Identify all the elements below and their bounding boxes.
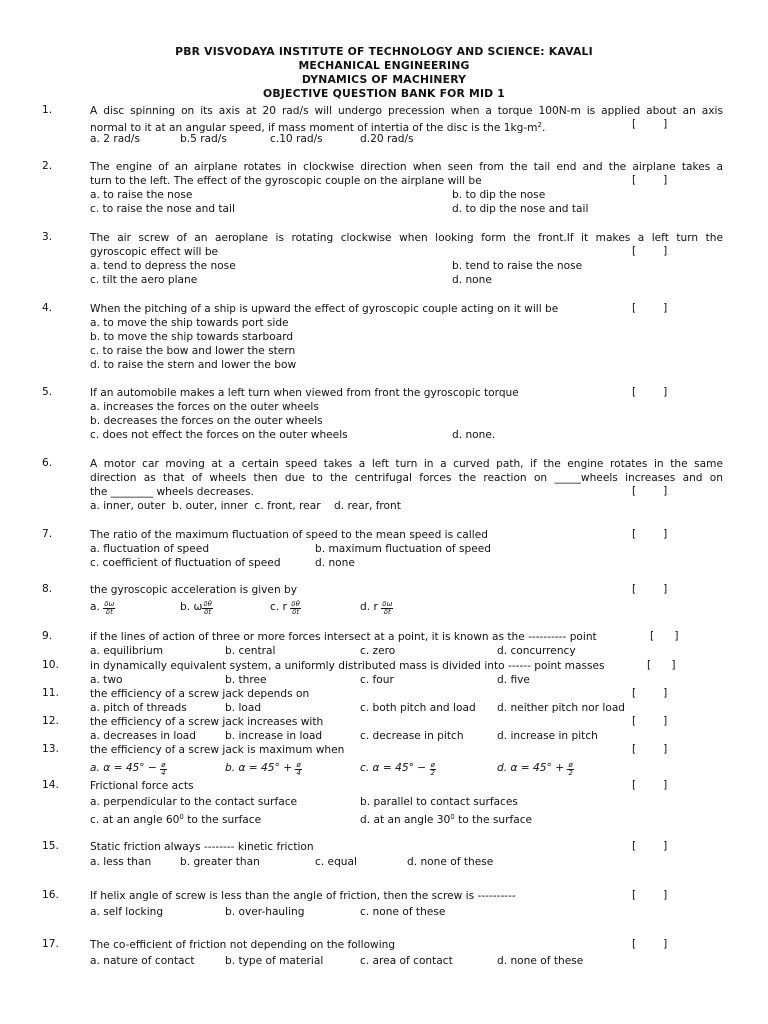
option-a: a. less than — [90, 856, 152, 868]
answer-bracket[interactable]: [ ] — [632, 528, 668, 540]
answer-bracket[interactable]: [ ] — [632, 687, 668, 699]
question-number: 3. — [42, 231, 53, 243]
option-a: a. equilibrium — [90, 645, 164, 657]
question-number: 2. — [42, 160, 53, 172]
option-d: d.20 rad/s — [360, 133, 414, 145]
question-text: If helix angle of screw is less than the angle of friction, then the screw is ---------- — [90, 890, 516, 902]
option-c: c. tilt the aero plane — [90, 274, 198, 286]
option-d: d. α = 45° + $\frac{ø}{2}$ — [497, 761, 573, 777]
answer-bracket[interactable]: [ ] — [632, 302, 668, 314]
answer-bracket[interactable]: [ ] — [647, 659, 676, 671]
question-text: A motor car moving at a certain speed takes a left turn in a curved path, if the engine rotates in the same — [90, 458, 723, 470]
question-text: A disc spinning on its axis at 20 rad/s will undergo precession when a torque 100N-m is applied about an axis — [90, 105, 723, 117]
option-d: d. r $\frac{\delta\omega}{\delta t}$ — [360, 600, 393, 616]
answer-bracket[interactable]: [ ] — [632, 485, 668, 497]
answer-bracket[interactable]: [ ] — [632, 386, 668, 398]
option-a: a. decreases in load — [90, 730, 197, 742]
option-c: c. equal — [315, 856, 357, 868]
question-text: The ratio of the maximum fluctuation of speed to the mean speed is called — [90, 529, 488, 541]
question-number: 7. — [42, 528, 53, 540]
question-text: the gyroscopic acceleration is given by — [90, 584, 298, 596]
question-number: 5. — [42, 386, 53, 398]
answer-bracket[interactable]: [ ] — [632, 245, 668, 257]
option-b: b. increase in load — [225, 730, 323, 742]
option-d: d. none — [452, 274, 492, 286]
option-c: c. to raise the bow and lower the stern — [90, 345, 296, 357]
option-b: b. to move the ship towards starboard — [90, 331, 294, 343]
option-d: d. none. — [452, 429, 496, 441]
answer-bracket[interactable]: [ ] — [632, 840, 668, 852]
question-number: 16. — [42, 889, 59, 901]
option-c: c. area of contact — [360, 955, 453, 967]
option-a: a. perpendicular to the contact surface — [90, 796, 298, 808]
question-number: 11. — [42, 687, 59, 699]
question-number: 13. — [42, 743, 59, 755]
options-line: a. inner, outer b. outer, inner c. front, rear d. rear, front — [90, 500, 401, 512]
question-number: 17. — [42, 938, 59, 950]
option-a: a. pitch of threads — [90, 702, 187, 714]
department-name: MECHANICAL ENGINEERING — [298, 59, 470, 72]
option-b: b. greater than — [180, 856, 260, 868]
option-d: d. to raise the stern and lower the bow — [90, 359, 297, 371]
question-text: in dynamically equivalent system, a uniformly distributed mass is divided into ------ point masses — [90, 660, 605, 672]
answer-bracket[interactable]: [ ] — [632, 779, 668, 791]
answer-bracket[interactable]: [ ] — [632, 938, 668, 950]
option-b: b. tend to raise the nose — [452, 260, 583, 272]
option-b: b. over-hauling — [225, 906, 305, 918]
option-c: c.10 rad/s — [270, 133, 323, 145]
option-b: b. decreases the forces on the outer wheels — [90, 415, 323, 427]
question-text-line2: gyroscopic effect will be — [90, 246, 219, 258]
question-text: if the lines of action of three or more forces intersect at a point, it is known as the ---------- point — [90, 631, 597, 643]
option-d: d. none — [315, 557, 355, 569]
answer-bracket[interactable]: [ ] — [632, 583, 668, 595]
question-number: 10. — [42, 659, 59, 671]
question-text: the efficiency of a screw jack depends on — [90, 688, 310, 700]
question-number: 1. — [42, 104, 53, 116]
question-text: The engine of an airplane rotates in clockwise direction when seen from the tail end and the airplane takes a — [90, 161, 723, 173]
option-d: d. five — [497, 674, 530, 686]
option-a: a. increases the forces on the outer wheels — [90, 401, 319, 413]
question-number: 8. — [42, 583, 53, 595]
question-text-line2: normal to it at an angular speed, if mass moment of intertia of the disc is the $1kg-m^2$. — [90, 121, 546, 134]
option-c: c. coefficient of fluctuation of speed — [90, 557, 281, 569]
answer-bracket[interactable]: [ ] — [632, 743, 668, 755]
option-c: c. does not effect the forces on the outer wheels — [90, 429, 348, 441]
option-d: d. none of these — [497, 955, 584, 967]
option-a: a. fluctuation of speed — [90, 543, 210, 555]
option-c: c. r $\frac{\delta\theta}{\delta t}$ — [270, 600, 300, 616]
subject-name: DYNAMICS OF MACHINERY — [301, 73, 467, 86]
option-b: b. parallel to contact surfaces — [360, 796, 518, 808]
question-text: The air screw of an aeroplane is rotating clockwise when looking form the front.If it makes a left turn the — [90, 232, 723, 244]
option-b: b. α = 45° + $\frac{ø}{4}$ — [225, 761, 301, 777]
question-text-line2: turn to the left. The effect of the gyroscopic couple on the airplane will be — [90, 175, 482, 187]
question-text: The co-efficient of friction not depending on the following — [90, 939, 396, 951]
option-c: c. both pitch and load — [360, 702, 476, 714]
answer-bracket[interactable]: [ ] — [632, 174, 668, 186]
option-b: b. load — [225, 702, 262, 714]
option-c: c. α = 45° − $\frac{ø}{2}$ — [360, 761, 435, 777]
option-a: a. to raise the nose — [90, 189, 193, 201]
option-d: d. increase in pitch — [497, 730, 598, 742]
question-text: the efficiency of a screw jack increases with — [90, 716, 324, 728]
institute-name: PBR VISVODAYA INSTITUTE OF TECHNOLOGY AND SCIENCE: KAVALI — [175, 45, 593, 58]
option-a: a. nature of contact — [90, 955, 195, 967]
option-a: a. 2 rad/s — [90, 133, 140, 145]
answer-bracket[interactable]: [ ] — [632, 889, 668, 901]
question-number: 6. — [42, 457, 53, 469]
option-c: c. decrease in pitch — [360, 730, 464, 742]
option-c: c. to raise the nose and tail — [90, 203, 235, 215]
option-b: b. ω $\frac{\delta\theta}{\delta t}$ — [180, 600, 212, 616]
question-text: Frictional force acts — [90, 780, 194, 792]
question-text-line2: direction as that of wheels then due to the centrifugal forces the reaction on _____wheels increases and on — [90, 472, 723, 484]
option-d: d. concurrency — [497, 645, 576, 657]
question-text: When the pitching of a ship is upward the effect of gyroscopic couple acting on it will be — [90, 303, 559, 315]
question-number: 12. — [42, 715, 59, 727]
option-c: c. none of these — [360, 906, 446, 918]
answer-bracket[interactable]: [ ] — [650, 630, 679, 642]
option-b: b. maximum fluctuation of speed — [315, 543, 492, 555]
option-d: d. to dip the nose and tail — [452, 203, 589, 215]
option-a: a. two — [90, 674, 123, 686]
option-c: c. zero — [360, 645, 396, 657]
option-b: b. three — [225, 674, 267, 686]
option-a: a. α = 45° − $\frac{ø}{4}$ — [90, 761, 166, 777]
question-number: 14. — [42, 779, 59, 791]
question-number: 9. — [42, 630, 53, 642]
option-d: d. none of these — [407, 856, 494, 868]
question-text: If an automobile makes a left turn when viewed from front the gyroscopic torque — [90, 387, 519, 399]
question-number: 4. — [42, 302, 53, 314]
option-d: d. neither pitch nor load — [497, 702, 626, 714]
question-text: the efficiency of a screw jack is maximum when — [90, 744, 345, 756]
option-c: c. at an angle $60^0$ to the surface — [90, 813, 262, 826]
option-b: b. central — [225, 645, 276, 657]
option-b: b. to dip the nose — [452, 189, 546, 201]
option-c: c. four — [360, 674, 394, 686]
option-a: a. $\frac{\delta\omega}{\delta t}$ — [90, 600, 115, 616]
question-number: 15. — [42, 840, 59, 852]
answer-bracket[interactable]: [ ] — [632, 118, 668, 130]
option-a: a. self locking — [90, 906, 164, 918]
option-d: d. at an angle $30^0$ to the surface — [360, 813, 533, 826]
document-title: OBJECTIVE QUESTION BANK FOR MID 1 — [262, 87, 506, 100]
question-text-line3: the ________ wheels decreases. — [90, 486, 254, 498]
question-text: Static friction always -------- kinetic friction — [90, 841, 314, 853]
option-b: b.5 rad/s — [180, 133, 227, 145]
option-a: a. to move the ship towards port side — [90, 317, 289, 329]
answer-bracket[interactable]: [ ] — [632, 715, 668, 727]
option-a: a. tend to depress the nose — [90, 260, 236, 272]
option-b: b. type of material — [225, 955, 324, 967]
